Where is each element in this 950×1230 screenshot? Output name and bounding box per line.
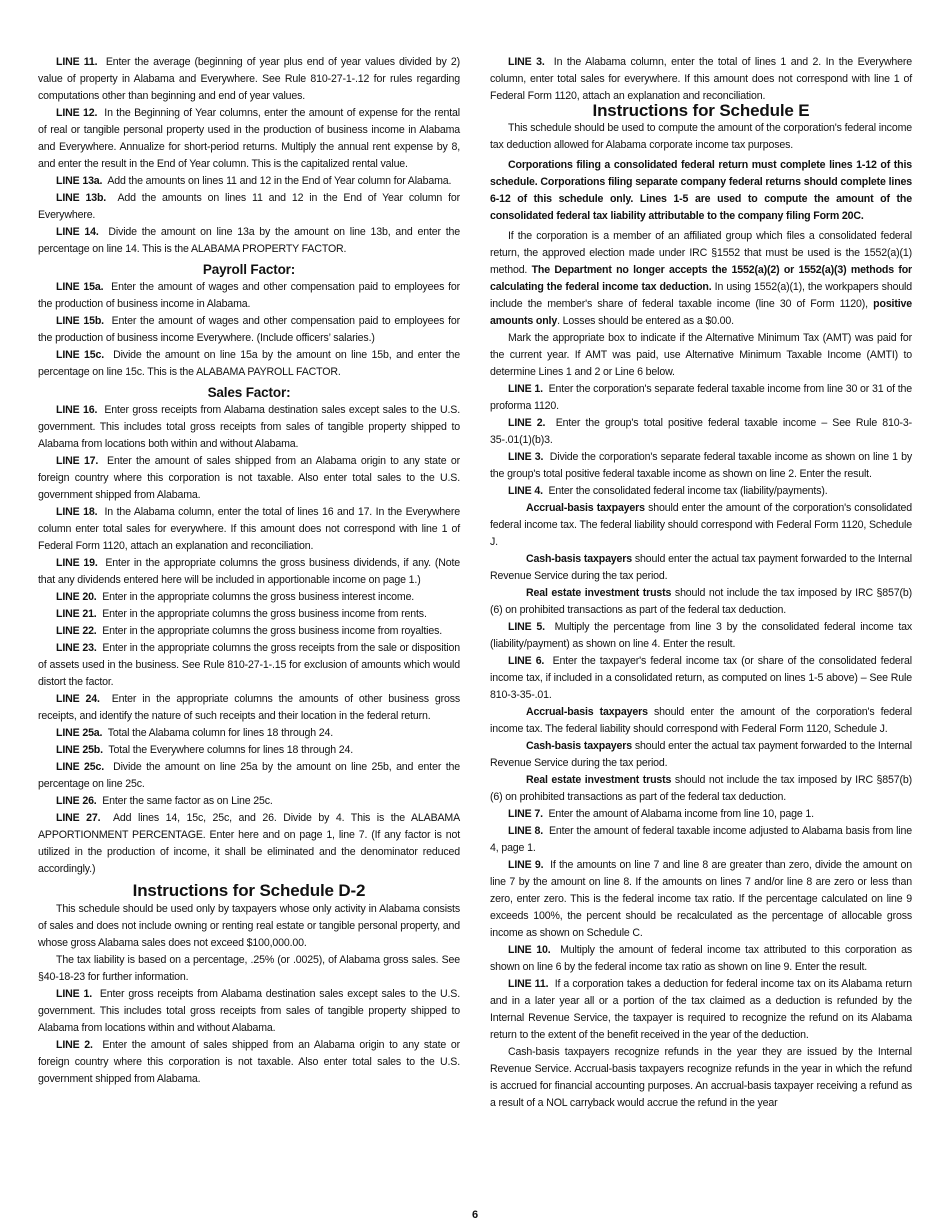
schedule-e-heading: Instructions for Schedule E bbox=[592, 101, 810, 120]
d2-line-2: LINE 2. Enter the amount of sales shipped from an Alabama origin to any state or foreign country where this corporation is not taxable. Also enter total sales to the U.S. government shipped from Alabama. bbox=[38, 1039, 461, 1085]
page-number: 6 bbox=[471, 1209, 479, 1221]
line-13b: LINE 13b. Add the amounts on lines 11 and 12 in the End of Year column for Everywhere. bbox=[38, 192, 460, 221]
line-24: LINE 24. Enter in the appropriate columns the amounts of other business gross receipts, and identify the nature of such receipts and their location in the federal return. bbox=[38, 693, 460, 722]
line-21: LINE 21. Enter in the appropriate columns the gross business income from rents. bbox=[56, 608, 427, 620]
d2-line-1: LINE 1. Enter gross receipts from Alabama destination sales except sales to the U.S. government. This includes total gross receipts from sales of tangible property shipped to Alabama from locations within and without Alabama. bbox=[38, 988, 460, 1034]
line-25c: LINE 25c. Divide the amount on line 25a by the amount on line 25b, and enter the percentage on line 25c. bbox=[38, 761, 460, 790]
e-amt-paragraph: Mark the appropriate box to indicate if the Alternative Minimum Tax (AMT) was paid for the current year. If AMT was paid, use Alternative Minimum Taxable Income (AMTI) to determine Lines 1 and 2 or Line 6 below. bbox=[490, 332, 912, 378]
e-line-7: LINE 7. Enter the amount of Alabama income from line 10, page 1. bbox=[508, 808, 814, 820]
line-11: LINE 11. Enter the average (beginning of year plus end of year values divided by 2) value of property in Alabama and Everywhere. See Rule 810-27-1-.12 for rules regarding computations other than beginning and end of year values. bbox=[38, 56, 460, 102]
e-line-10: LINE 10. Multiply the amount of federal income tax attributed to this corporation as shown on line 6 by the federal income tax ratio as shown on line 9. Enter the result. bbox=[490, 944, 912, 973]
e-line-9: LINE 9. If the amounts on line 7 and line 8 are greater than zero, divide the amount on line 7 by the amount on line 8. If the amounts on lines 7 and/or line 8 are zero or less than zero, enter zero. This is the federal income tax ratio. If the percentage calculated on line 9 exceeds 100%, the percent should be recalculated as the percentage of allocable gross income as shown on Schedule C. bbox=[490, 859, 912, 939]
e-consolidated-paragraph: Corporations filing a consolidated federal return must complete lines 1-12 of this schedule. Corporations filing separate company federal returns should complete lines 6-12 of this schedule only. Lines 1-5 are used to compute the amount of the consolidated federal tax liability attributable to the company filing Form 20C. bbox=[490, 159, 912, 222]
sales-factor-heading: Sales Factor: bbox=[207, 385, 291, 400]
d2-intro-paragraph: This schedule should be used only by taxpayers whose only activity in Alabama consists of sales and does not include owning or renting real estate or tangible personal property, and whose gross Alabama sales does not exceed $100,000.00. bbox=[38, 903, 460, 949]
e-intro-paragraph: This schedule should be used to compute the amount of the corporation's federal income tax deduction allowed for Alabama corporate income tax purposes. bbox=[490, 122, 912, 151]
line-19: LINE 19. Enter in the appropriate columns the gross business dividends, if any. (Note that any dividends entered here will be included in apportionable income on page 1.) bbox=[38, 557, 460, 586]
e-line-4-reit: Real estate investment trusts should not include the tax imposed by IRC §857(b)(6) on prohibited transactions as part of the federal tax deduction. bbox=[490, 587, 913, 616]
line-15b: LINE 15b. Enter the amount of wages and other compensation paid to employees for the production of business income Everywhere. (Include officers’ salaries.) bbox=[38, 315, 460, 344]
line-26: LINE 26. Enter the same factor as on Line 25c. bbox=[56, 795, 273, 807]
e-refund-paragraph: Cash-basis taxpayers recognize refunds in the year they are issued by the Internal Revenue Service. Accrual-basis taxpayers recognize refunds in the year in which the refund is accrued for financial accounting purposes. An accrual-basis taxpayer receiving a refund as a result of a NOL carryback would accrue the refund in the year bbox=[490, 1046, 912, 1109]
line-13a: LINE 13a. Add the amounts on lines 11 and 12 in the End of Year column for Alabama. bbox=[56, 175, 452, 187]
line-16: LINE 16. Enter gross receipts from Alabama destination sales except sales to the U.S. government. This includes total gross receipts from sales of tangible property shipped to Alabama from locations both within and without Alabama. bbox=[38, 404, 460, 450]
line-22: LINE 22. Enter in the appropriate columns the gross business income from royalties. bbox=[56, 625, 443, 637]
e-line-8: LINE 8. Enter the amount of federal taxable income adjusted to Alabama basis from line 4, page 1. bbox=[490, 825, 912, 854]
e-line-6: LINE 6. Enter the taxpayer's federal income tax (or share of the consolidated federal income tax, if included in a consolidated return, as computed on lines 1-5 above) – See Rule 810-3-35-.01. bbox=[490, 655, 912, 701]
line-23: LINE 23. Enter in the appropriate columns the gross receipts from the sale or disposition of assets used in the business. See Rule 810-27-1-.15 for exclusion of amounts which would distort the factor. bbox=[38, 642, 460, 688]
schedule-d2-heading: Instructions for Schedule D-2 bbox=[132, 881, 366, 900]
line-25a: LINE 25a. Total the Alabama column for lines 18 through 24. bbox=[56, 727, 334, 739]
payroll-factor-heading: Payroll Factor: bbox=[202, 262, 296, 277]
e-line-4-accrual: Accrual-basis taxpayers should enter the amount of the corporation's consolidated federal income tax. The federal liability should correspond with Federal Form 1120, Schedule J. bbox=[490, 502, 912, 548]
e-line-3: LINE 3. Divide the corporation's separate federal taxable income as shown on line 1 by the group's total positive federal taxable income as shown on line 2. Enter the result. bbox=[490, 451, 913, 480]
line-25b: LINE 25b. Total the Everywhere columns for lines 18 through 24. bbox=[56, 744, 354, 756]
e-line-4: LINE 4. Enter the consolidated federal income tax (liability/payments). bbox=[508, 485, 828, 497]
e-line-6-reit: Real estate investment trusts should not include the tax imposed by IRC §857(b)(6) on prohibited transactions as part of the federal tax deduction. bbox=[490, 774, 913, 803]
right-column bbox=[490, 54, 912, 1112]
line-15c: LINE 15c. Divide the amount on line 15a by the amount on line 15b, and enter the percentage on line 15c. This is the ALABAMA PAYROLL FACTOR. bbox=[38, 349, 460, 378]
e-line-11: LINE 11. If a corporation takes a deduction for federal income tax on its Alabama return and in a later year all or a portion of the tax claimed as a deduction is refunded by the Internal Revenue Service, the taxpayer is required to recognize the refund on its Alabama return to the extent of the benefit received in the year of the deduction. bbox=[490, 978, 912, 1041]
e-line-4-cash: Cash-basis taxpayers should enter the actual tax payment forwarded to the Internal Revenue Service during the tax period. bbox=[490, 553, 912, 582]
line-20: LINE 20. Enter in the appropriate columns the gross business interest income. bbox=[56, 591, 415, 603]
e-line-6-cash: Cash-basis taxpayers should enter the actual tax payment forwarded to the Internal Revenue Service during the tax period. bbox=[490, 740, 912, 769]
e-affiliated-paragraph: If the corporation is a member of an affiliated group which files a consolidated federal return, the approved election made under IRC §1552 that must be used is the 1552(a)(1) method. The Department no longer accepts the 1552(a)(2) or 1552(a)(3) methods for calculating the federal income tax deduction. In using 1552(a)(1), the workpapers should include the member's share of federal taxable income (line 30 of Form 1120), positive amounts only. Losses should be entered as a $0.00. bbox=[490, 230, 913, 327]
e-line-5: LINE 5. Multiply the percentage from line 3 by the consolidated federal income tax (liability/payment) as shown on line 4. Enter the result. bbox=[490, 621, 913, 650]
e-line-1: LINE 1. Enter the corporation's separate federal taxable income from line 30 or 31 of the proforma 1120. bbox=[490, 383, 912, 412]
line-12: LINE 12. In the Beginning of Year columns, enter the amount of expense for the rental of real or tangible personal property used in the production of business income in Alabama and Everywhere. Annualize for short-period returns. Multiply the annual rent expense by 8, and enter the result in the End of Year column. This is the capitalized rental value. bbox=[38, 107, 460, 170]
line-18: LINE 18. In the Alabama column, enter the total of lines 16 and 17. In the Everywhere column enter total sales for everywhere. If this amount does not correspond with line 1 of Federal Form 1120, attach an explanation and reconciliation. bbox=[38, 506, 461, 552]
e-line-6-accrual: Accrual-basis taxpayers should enter the amount of the corporation's federal income tax. The federal liability should correspond with Federal Form 1120, Schedule J. bbox=[490, 706, 912, 735]
d2-tax-liability-paragraph: The tax liability is based on a percentage, .25% (or .0025), of Alabama gross sales. See §40-18-23 for further information. bbox=[38, 954, 460, 983]
e-line-2: LINE 2. Enter the group's total positive federal taxable income – See Rule 810-3-35-.01(1)(b)3. bbox=[490, 417, 913, 446]
line-27: LINE 27. Add lines 14, 15c, 25c, and 26. Divide by 4. This is the ALABAMA APPORTIONMENT PERCENTAGE. Enter here and on page 1, line 7. (If any factor is not utilized in the production of income, it shall be eliminated and the denominator reduced accordingly.) bbox=[38, 812, 460, 875]
line-17: LINE 17. Enter the amount of sales shipped from an Alabama origin to any state or foreign country where this corporation is not taxable. Also enter total sales to the U.S. government shipped from Alabama. bbox=[38, 455, 460, 501]
line-15a: LINE 15a. Enter the amount of wages and other compensation paid to employees for the production of business income in Alabama. bbox=[38, 281, 460, 310]
left-column bbox=[38, 54, 460, 1088]
line-14: LINE 14. Divide the amount on line 13a by the amount on line 13b, and enter the percentage on line 14. This is the ALABAMA PROPERTY FACTOR. bbox=[38, 226, 460, 255]
d2-line-3: LINE 3. In the Alabama column, enter the total of lines 1 and 2. In the Everywhere column, enter total sales for everywhere. If this amount does not correspond with line 1 of Federal Form 1120, attach an explanation and reconciliation. bbox=[490, 56, 913, 102]
